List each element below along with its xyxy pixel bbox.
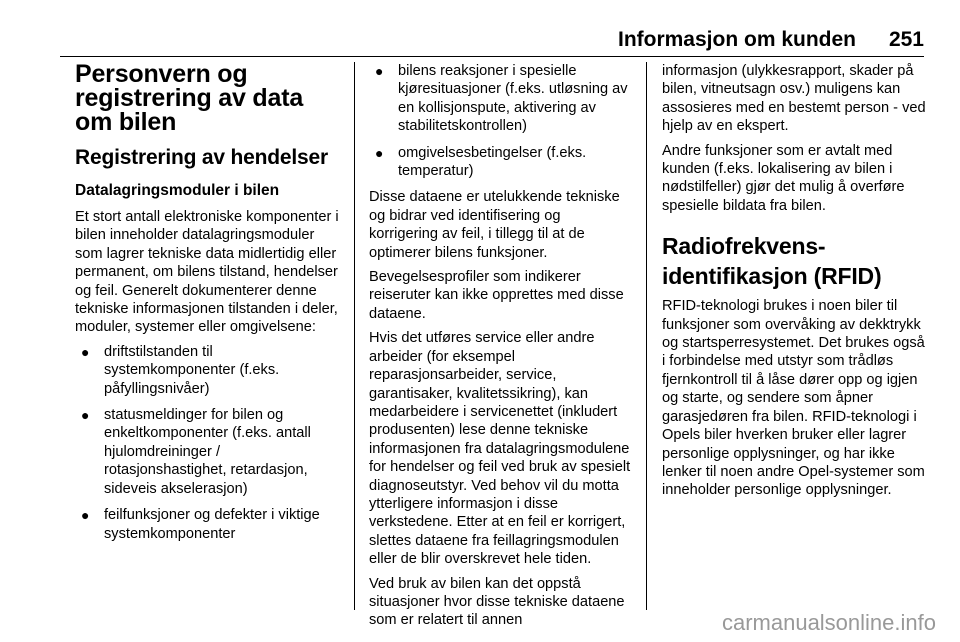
page-number: 251: [888, 28, 924, 51]
page-header: [60, 16, 924, 57]
bullet-icon: ●: [81, 343, 90, 360]
column-3: [662, 62, 926, 506]
header-title: Informasjon om kunden: [617, 28, 856, 51]
section-heading: Radiofrekvens-identifikasjon (RFID): [662, 233, 882, 290]
bullet-list: [369, 62, 631, 180]
bullet-icon: ●: [375, 63, 384, 79]
bullet-icon: ●: [81, 507, 90, 524]
column-divider-2: [646, 62, 647, 610]
paragraph: Andre funksjoner som er avtalt med kunden (f.eks. lokalisering av bilen i nødstilfeller) gjør det mulig å overføre spesielle bildata fra bilen.: [662, 142, 905, 214]
paragraph: informasjon (ulykkesrapport, skader på bilen, vitneutsagn osv.) muligens kan assosieres med en bestemt person - ved hjelp av en ekspert.: [662, 63, 926, 135]
list-item: ● omgivelsesbetingelser (f.eks. temperatur): [375, 144, 587, 180]
list-item: ● bilens reaksjoner i spesielle kjøresituasjoner (f.eks. utløsning av en kollisjonspute, aktivering av stabilitetskontrollen): [375, 63, 628, 135]
column-divider-1: [354, 62, 355, 610]
subsection-heading: Registrering av hendelser: [75, 146, 328, 169]
paragraph: Ved bruk av bilen kan det oppstå situasjoner hvor disse tekniske dataene som er relatert til annen: [369, 575, 625, 629]
bullet-icon: ●: [375, 144, 384, 161]
list-item: ● feilfunksjoner og defekter i viktige systemkomponenter: [81, 507, 320, 542]
section-heading: Personvern og registrering av data om bilen: [75, 60, 304, 136]
list-item: ● driftstilstanden til systemkomponenter (f.eks. påfyllingsnivåer): [81, 343, 280, 397]
paragraph: Et stort antall elektroniske komponenter i bilen inneholder datalagringsmoduler som lagrer tekniske data midlertidig eller permanent, om bilens tilstand, hendelser og feil. Generelt dokumenterer denne tekniske informasjonen tilstanden i deler, moduler, systemer eller omgivelsene:: [75, 209, 339, 336]
column-2: [369, 62, 631, 636]
list-item: ● statusmeldinger for bilen og enkeltkomponenter (f.eks. antall hjulomdreininger / rotasjonshastighet, retardasjon, sideveis akselerasjon): [81, 407, 311, 497]
paragraph: Disse dataene er utelukkende tekniske og bidrar ved identifisering og korrigering av feil, i tillegg til at de optimerer bilens funksjoner.: [369, 189, 620, 261]
paragraph: RFID-teknologi brukes i noen biler til funksjoner som overvåking av dekktrykk og startsperresystemet. Det brukes også i forbindelse med utstyr som trådløs fjernkontroll til å låse dører opp og igjen og starte, og sendere som åpner garasjedøren fra bilen. RFID-teknologi i Opels biler hverken bruker eller lagrer personlige opplysninger, og har ikke lenker til noen andre Opel-systemer som inneholder personlige opplysninger.: [662, 298, 925, 499]
bullet-list: [75, 343, 342, 543]
bullet-icon: ●: [81, 407, 90, 424]
paragraph: Hvis det utføres service eller andre arbeider (for eksempel reparasjonsarbeider, service, garantisaker, kvalitetssikring), kan medarbeidere i servicenettet (inkludert produsenten) lese denne tekniske informasjonen fra datalagringsmodulene for hendelser og feil ved bruk av spesielt diagnoseutstyr. Ved behov vil du motta ytterligere informasjon i disse verkstedene. Etter at en feil er korrigert, slettes dataene fra feillagringsmodulen eller de blir overskrevet hele tiden.: [369, 330, 631, 568]
paragraph: Bevegelsesprofiler som indikerer reiseruter kan ikke opprettes med disse dataene.: [369, 269, 624, 322]
watermark: carmanualsonline.info: [721, 610, 936, 635]
subsubsection-heading: Datalagringsmoduler i bilen: [75, 182, 280, 199]
column-1: [75, 62, 342, 551]
